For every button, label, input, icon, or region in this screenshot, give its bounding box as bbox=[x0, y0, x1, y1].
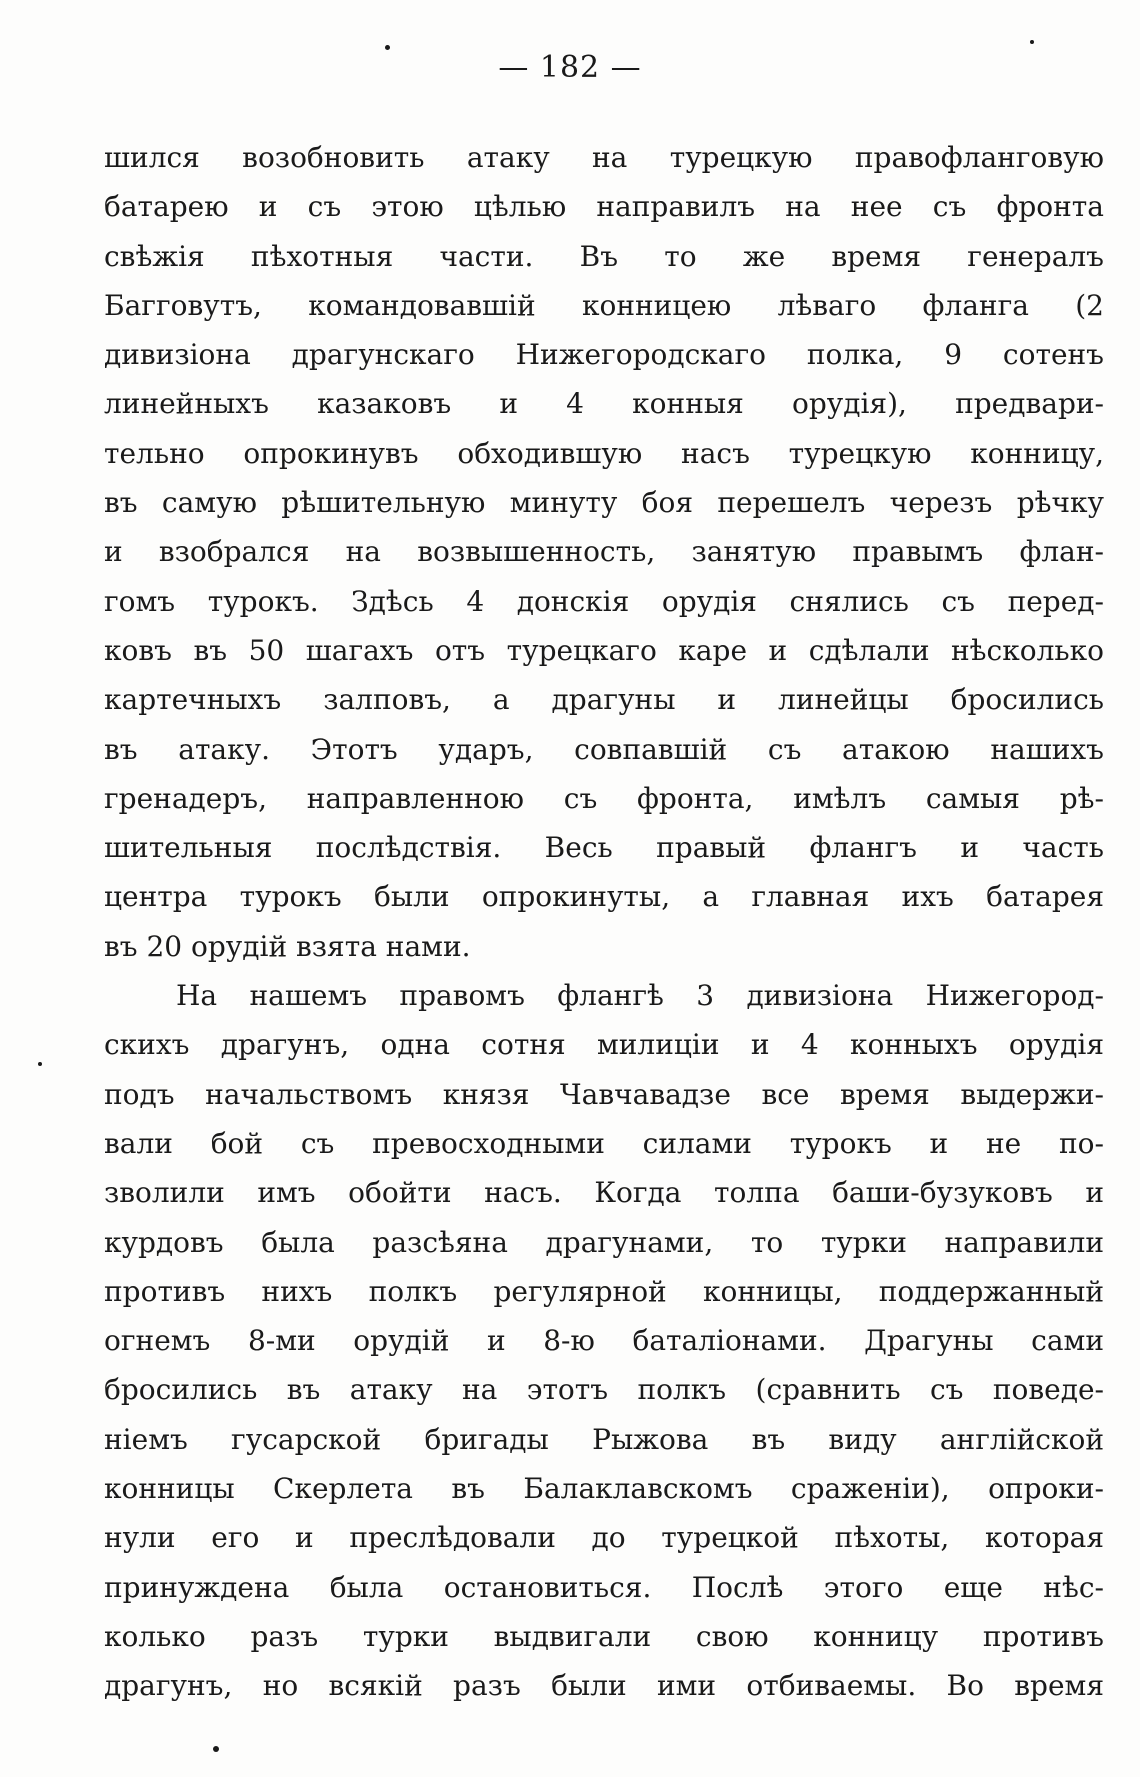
text-line: зволили имъ обойти насъ. Когда толпа баши-бузуковъ и bbox=[104, 1176, 1104, 1210]
text-line: шился возобновить атаку на турецкую правофланговую bbox=[104, 141, 1104, 174]
text-line: огнемъ 8-ми орудій и 8-ю баталіонами. Драгуны сами bbox=[104, 1324, 1104, 1358]
text-line: въ 20 орудій взята нами. bbox=[104, 929, 471, 963]
text-line: линейныхъ казаковъ и 4 конныя орудія), предвари- bbox=[104, 387, 1104, 421]
text-line: Багговутъ, командовавшій конницею лѣваго фланга (2 bbox=[104, 288, 1104, 322]
text-line: шительныя послѣдствія. Весь правый флангъ и часть bbox=[104, 831, 1104, 865]
text-line: На нашемъ правомъ флангѣ 3 дивизіона Нижегород- bbox=[176, 979, 1104, 1013]
text-line: подъ начальствомъ князя Чавчавадзе все время выдержи- bbox=[104, 1077, 1104, 1111]
scan-speck bbox=[1030, 40, 1034, 44]
text-line: гренадеръ, направленною съ фронта, имѣлъ самыя рѣ- bbox=[104, 781, 1104, 815]
text-line: тельно опрокинувъ обходившую насъ турецкую конницу, bbox=[104, 436, 1104, 470]
page-number: — 182 — bbox=[498, 50, 642, 85]
text-line: принуждена была остановиться. Послѣ этого еще нѣс- bbox=[104, 1570, 1104, 1604]
text-line: конницы Скерлета въ Балаклавскомъ сраженіи), опроки- bbox=[104, 1472, 1104, 1506]
text-line: центра турокъ были опрокинуты, а главная ихъ батарея bbox=[104, 880, 1104, 914]
scan-speck bbox=[38, 1062, 42, 1066]
text-line: нули его и преслѣдовали до турецкой пѣхоты, которая bbox=[104, 1521, 1104, 1555]
text-line: драгунъ, но всякій разъ были ими отбиваемы. Во время bbox=[104, 1669, 1104, 1703]
text-line: картечныхъ залповъ, а драгуны и линейцы бросились bbox=[104, 683, 1104, 717]
text-line: дивизіона драгунскаго Нижегородскаго полка, 9 сотенъ bbox=[104, 338, 1104, 372]
text-line: скихъ драгунъ, одна сотня милиціи и 4 конныхъ орудія bbox=[104, 1028, 1104, 1062]
text-line: ніемъ гусарской бригады Рыжова въ виду англійской bbox=[104, 1422, 1104, 1456]
text-line: курдовъ была разсѣяна драгунами, то турки направили bbox=[104, 1225, 1104, 1259]
text-line: гомъ турокъ. Здѣсь 4 донскія орудія снялись съ перед- bbox=[104, 584, 1104, 618]
text-line: свѣжія пѣхотныя части. Въ то же время генералъ bbox=[104, 239, 1104, 273]
text-line: и взобрался на возвышенность, занятую правымъ флан- bbox=[104, 535, 1104, 569]
text-line: ковъ въ 50 шагахъ отъ турецкаго каре и сдѣлали нѣсколько bbox=[104, 633, 1104, 667]
text-line: батарею и съ этою цѣлью направилъ на нее съ фронта bbox=[104, 190, 1104, 224]
text-line: противъ нихъ полкъ регулярной конницы, поддержанный bbox=[104, 1274, 1104, 1308]
text-line: бросились въ атаку на этотъ полкъ (сравнить съ поведе- bbox=[104, 1373, 1104, 1407]
scan-speck bbox=[385, 45, 390, 50]
text-line: колько разъ турки выдвигали свою конницу противъ bbox=[104, 1619, 1104, 1653]
text-line: въ самую рѣшительную минуту боя перешелъ черезъ рѣчку bbox=[104, 486, 1104, 520]
scan-speck bbox=[213, 1746, 219, 1752]
text-line: въ атаку. Этотъ ударъ, совпавшій съ атакою нашихъ bbox=[104, 732, 1104, 766]
text-line: вали бой съ превосходными силами турокъ и не по- bbox=[104, 1126, 1104, 1160]
body-text bbox=[104, 133, 1104, 1711]
